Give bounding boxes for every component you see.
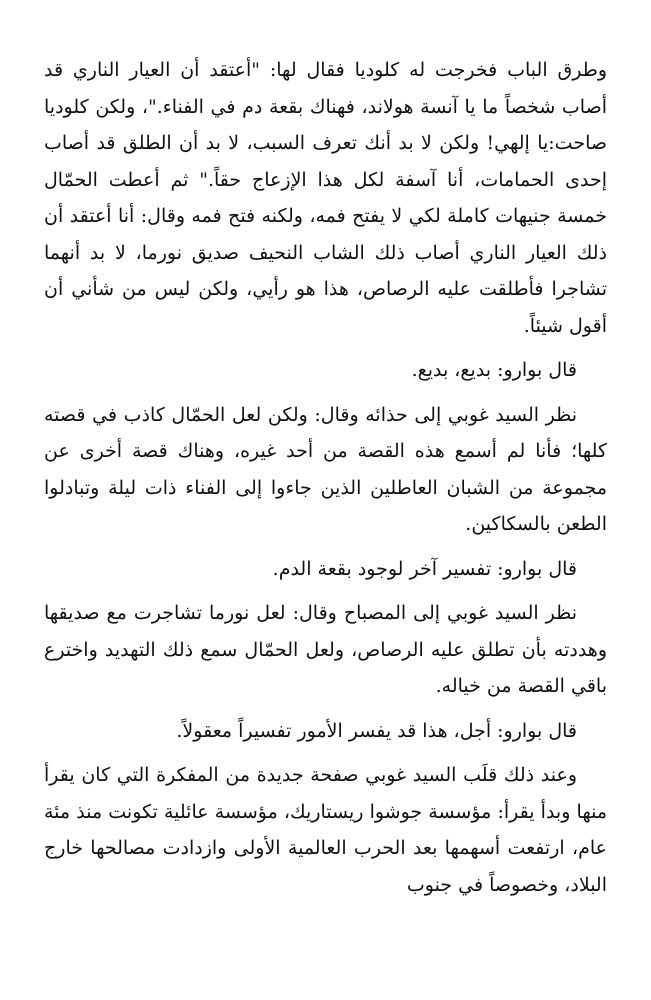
paragraph-7: وعند ذلك قلَب السيد غوبي صفحة جديدة من المفكرة التي كان يقرأ منها وبدأ يقرأ: مؤسسة جوشوا ريستاريك، مؤسسة عائلية تكونت منذ مئة عام، ارتفعت أسهمها بعد الحرب العالمية الأولى وازدادت مصالحها خارج البلاد، وخصوصاً في جنوب (44, 764, 607, 896)
paragraph-6: قال بوارو: أجل، هذا قد يفسر الأمور تفسيراً معقولاً. (176, 719, 577, 742)
paragraph-2: قال بوارو: بديع، بديع. (411, 359, 577, 381)
paragraph-5: نظر السيد غوبي إلى المصباح وقال: لعل نورما تشاجرت مع صديقها وهددته بأن تطلق عليه الرصاص، ولعل الحمّال سمع ذلك التهديد واخترع باقي القصة من خياله. (44, 602, 607, 697)
paragraph-3: نظر السيد غوبي إلى حذائه وقال: ولكن لعل الحمّال كاذب في قصته كلها؛ فأنا لم أسمع هذه القصة من أحد غيره، وهناك قصة أخرى عن مجموعة من الشبان العاطلين الذين جاءوا إلى الفناء ذات ليلة وتبادلوا الطعن بالسكاكين. (44, 403, 607, 535)
paragraph-1: وطرق الباب فخرجت له كلوديا فقال لها: "أعتقد أن العيار الناري قد أصاب شخصاً ما يا آنسة هولاند، فهناك بقعة دم في الفناء."، ولكن كلوديا صاحت:يا إلهي! ولكن لا بد أنك تعرف السبب، لا بد أن الطلق قد أصاب إحدى الحمامات، أنا آسفة لكل هذا الإزعاج حقاً." ثم أعطت الحمّال خمسة جنيهات كاملة لكي لا يفتح فمه، ولكنه فتح فمه وقال: أنا أعتقد أن ذلك العيار الناري أصاب ذلك الشاب النحيف صديق نورما، لا بد أنهما تشاجرا فأطلقت عليه الرصاص، هذا هو رأيي، ولكن ليس من شأني أن أقول شيئاً. (44, 59, 607, 337)
paragraph-4: قال بوارو: تفسير آخر لوجود بقعة الدم. (272, 557, 577, 580)
